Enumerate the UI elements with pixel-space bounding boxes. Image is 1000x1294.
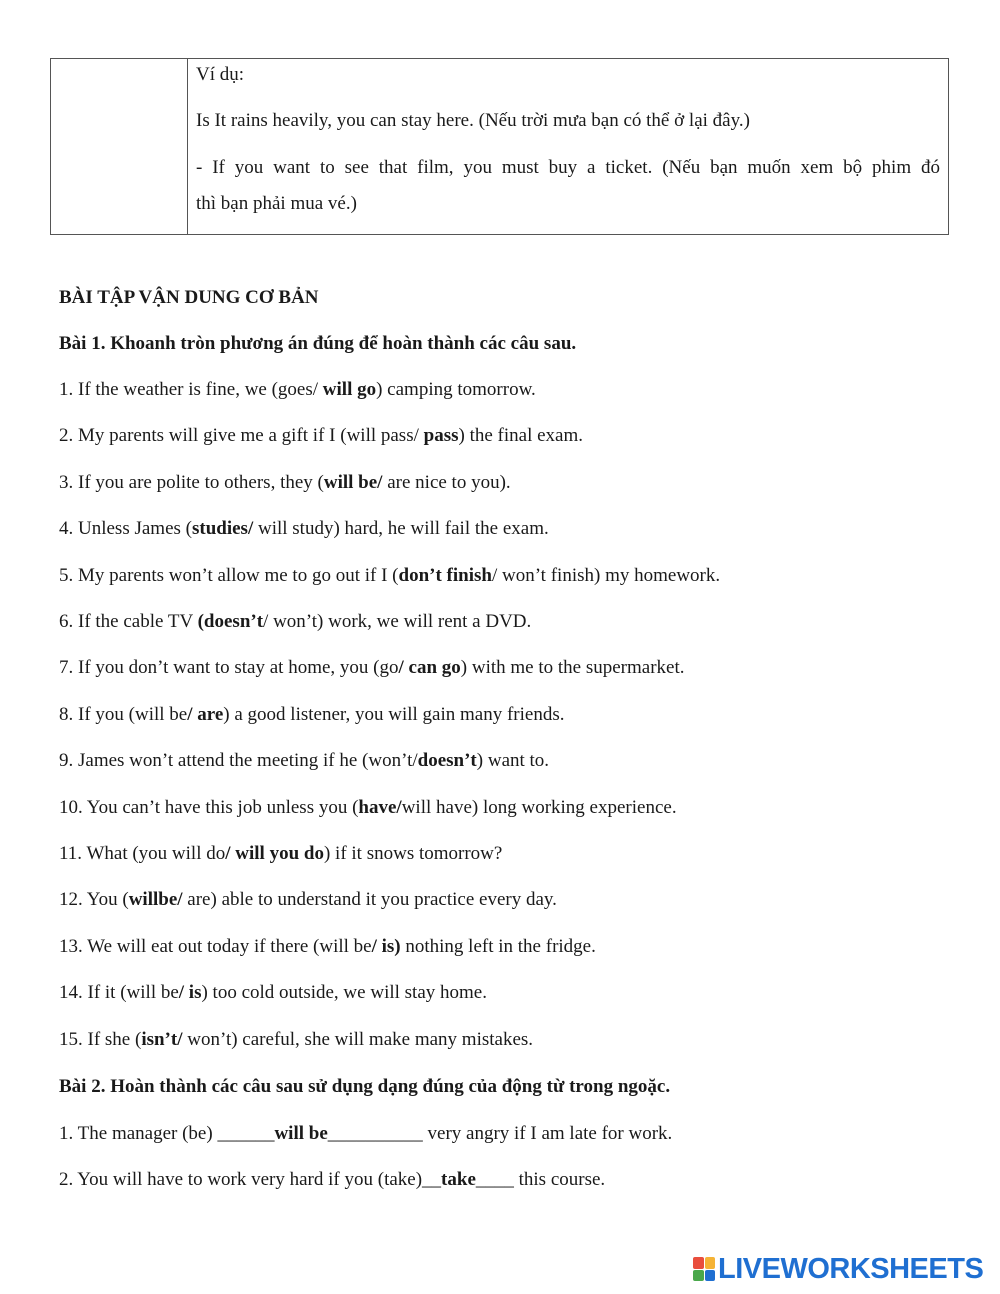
answer-text: / is) [371,935,401,957]
logo-square-1 [693,1257,704,1269]
question-text: 8. If you (will be [59,703,188,725]
answer-text: doesn’t [417,750,477,772]
table-example-cell [188,59,948,234]
answer-text: (doesn’t [197,611,264,632]
example-table [50,58,949,235]
question-text: 15. If she ( [59,1028,142,1050]
answer-text: pass [423,425,459,447]
question-text-end: won’t) careful, she will make many mistakes. [182,1028,534,1050]
answer-text: take [441,1169,476,1191]
logo-text: LIVEWORKSHEETS [718,1252,984,1285]
question-text-end: will study) hard, he will fail the exam. [253,518,549,540]
question-text: 10. You can’t have this job unless you ( [59,796,359,818]
answer-text: isn’t/ [141,1028,183,1050]
question-text-end: nothing left in the fridge. [400,935,596,957]
question-text: 1. If the weather is fine, we (goes/ [59,379,323,400]
exercise-2-title: Bài 2. Hoàn thành các câu sau sử dụng dạng đúng của động từ trong ngoặc. [59,1076,671,1097]
example-sentence-2-line1: - If you want to see that film, you must buy a ticket. (Nếu bạn muốn xem bộ phim đó [196,157,940,178]
question-text-end: ) with me to the supermarket. [460,657,685,679]
question-text-end: / won’t finish) my homework. [491,564,721,586]
liveworksheets-logo [693,1254,983,1284]
answer-text: have/ [358,796,402,818]
question-text: 6. If the cable TV [59,611,198,632]
answer-text: will be [274,1123,328,1144]
question-item [59,795,677,821]
question-item [59,1121,672,1147]
answer-text: willbe/ [128,889,183,911]
question-item [59,516,549,542]
question-text-end: ) camping tomorrow. [376,379,536,400]
question-item [59,470,511,496]
answer-text: will be/ [323,471,383,493]
question-item [59,563,720,589]
section-title: BÀI TẬP VẬN DUNG CƠ BẢN [59,287,319,308]
question-text-end: are) able to understand it you practice every day. [182,889,557,911]
question-item [59,702,564,728]
question-item [59,655,685,681]
question-text: 1. The manager (be) ______ [59,1123,275,1144]
example-sentence-2-line2: thì bạn phải mua vé.) [196,193,357,214]
logo-square-4 [705,1270,716,1282]
question-text-end: ) want to. [476,750,550,772]
answer-text: / will you do [225,843,324,864]
question-text: 7. If you don’t want to stay at home, you (go [59,657,399,679]
question-text-end: ) the final exam. [458,425,584,447]
question-text: 2. My parents will give me a gift if I (will pass/ [59,425,424,447]
question-text: 13. We will eat out today if there (will be [59,935,372,957]
question-text: 5. My parents won’t allow me to go out if I ( [59,564,399,586]
answer-text: / can go [398,657,461,679]
logo-square-2 [705,1257,716,1269]
question-item [59,1167,605,1193]
question-text-end: will have) long working experience. [401,796,677,818]
question-text: 2. You will have to work very hard if you (take)__ [59,1169,442,1191]
example-label: Ví dụ: [196,64,245,85]
question-text: 3. If you are polite to others, they ( [59,471,324,493]
table-empty-cell [51,59,188,234]
question-item [59,934,596,960]
question-text-end: ) too cold outside, we will stay home. [201,982,487,1004]
question-text: 12. You ( [59,889,129,911]
question-item [59,841,502,867]
question-text: 14. If it (will be [59,982,179,1004]
example-sentence-1: Is It rains heavily, you can stay here. (Nếu trời mưa bạn có thể ở lại đây.) [196,110,750,131]
question-text-end: ____ this course. [475,1169,606,1191]
question-item [59,609,531,635]
question-text: 11. What (you will do [59,843,226,864]
logo-icon [693,1257,715,1281]
question-text-end: ) a good listener, you will gain many friends. [223,703,565,725]
answer-text: / is [178,982,202,1004]
question-text-end: ) if it snows tomorrow? [323,843,503,864]
answer-text: will go [322,379,377,400]
question-item [59,980,487,1006]
answer-text: studies/ [191,518,254,540]
question-item [59,748,549,774]
question-text-end: __________ very angry if I am late for work. [327,1123,673,1144]
question-item [59,377,536,403]
question-item [59,887,557,913]
exercise-1-title: Bài 1. Khoanh tròn phương án đúng để hoàn thành các câu sau. [59,333,577,354]
question-text: 4. Unless James ( [59,518,192,540]
question-text: 9. James won’t attend the meeting if he (won’t/ [59,750,418,772]
question-item [59,1027,533,1053]
answer-text: / are [187,703,224,725]
logo-square-3 [693,1270,704,1282]
question-text-end: are nice to you). [382,471,511,493]
question-text-end: / won’t) work, we will rent a DVD. [263,611,532,632]
question-item [59,423,583,449]
answer-text: don’t finish [398,564,492,586]
